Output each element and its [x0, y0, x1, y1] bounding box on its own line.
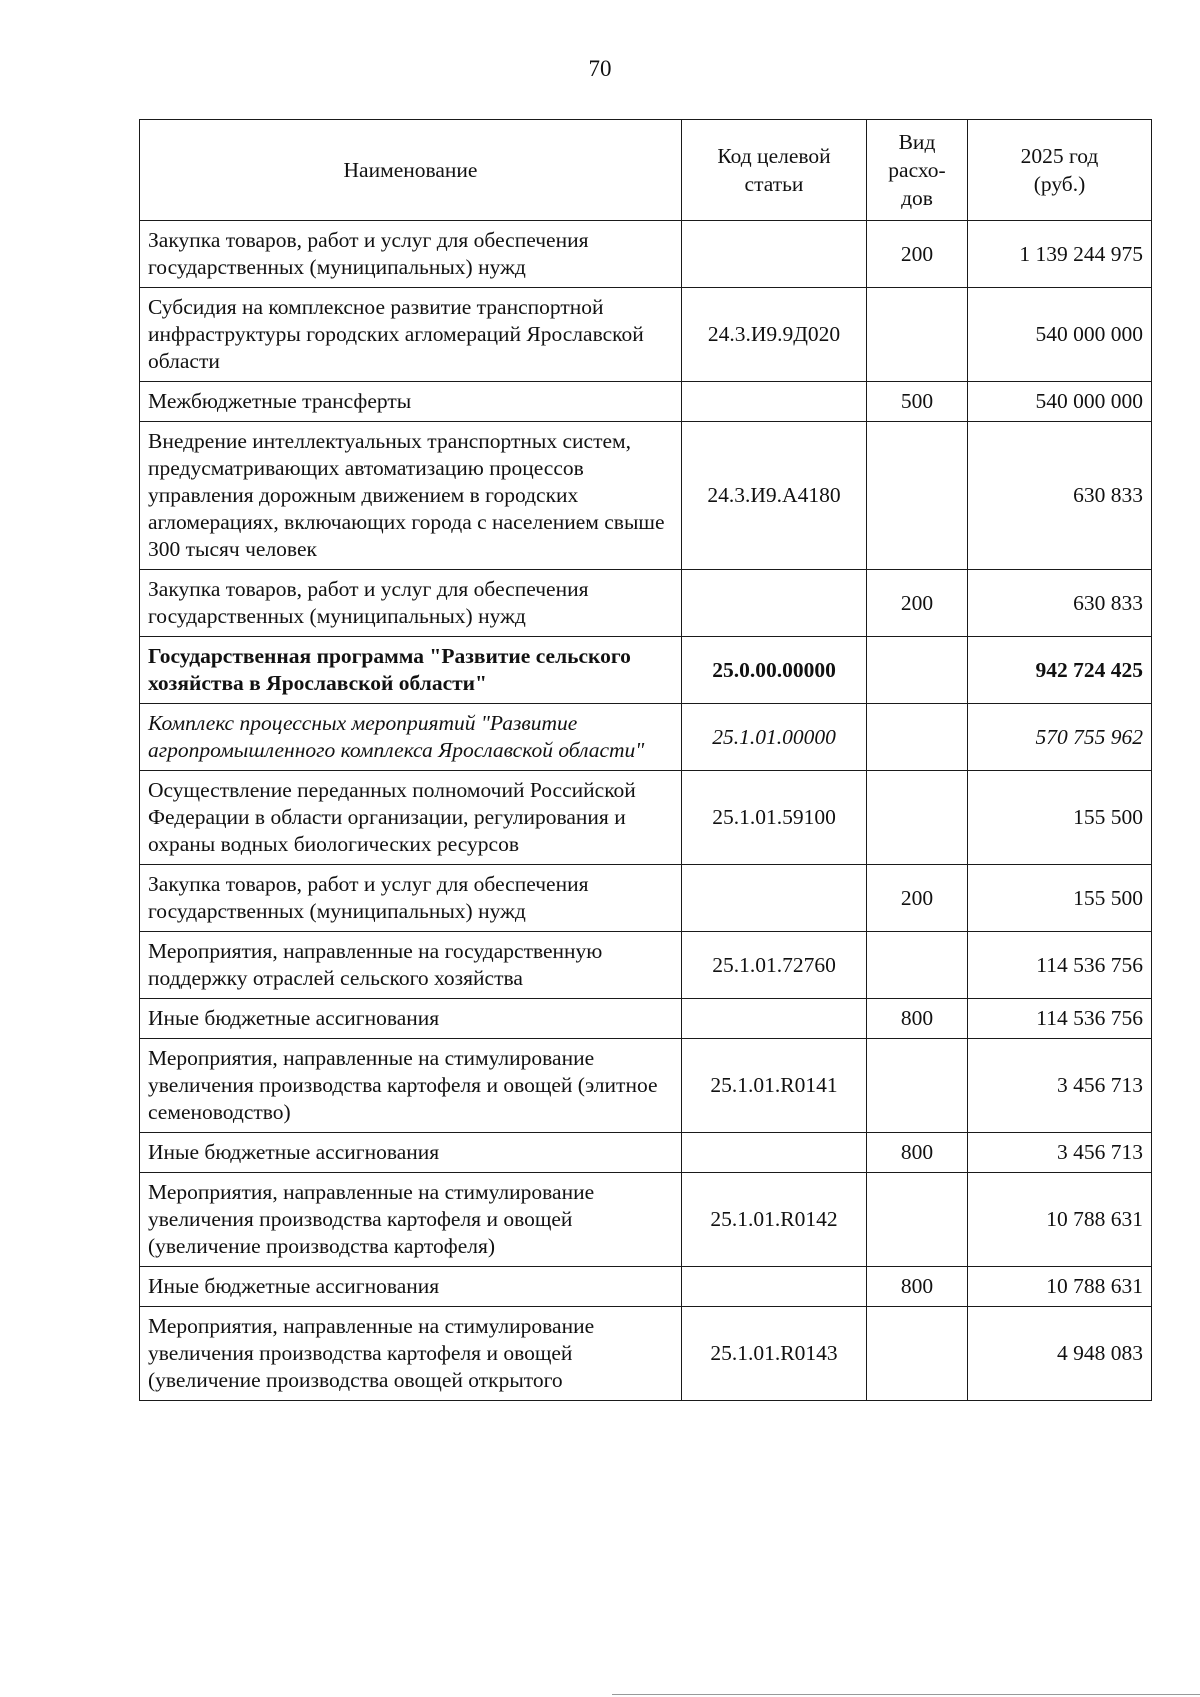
cell-code [682, 570, 867, 637]
cell-type [867, 932, 968, 999]
cell-sum: 3 456 713 [968, 1039, 1152, 1133]
table-row [140, 865, 1152, 932]
cell-code [682, 221, 867, 288]
cell-code: 25.1.01.72760 [682, 932, 867, 999]
cell-code: 24.3.И9.9Д020 [682, 288, 867, 382]
cell-name: Осуществление переданных полномочий Российской Федерации в области организации, регулирования и охраны водных биологических ресурсов [140, 771, 682, 865]
cell-name: Закупка товаров, работ и услуг для обеспечения государственных (муниципальных) нужд [140, 570, 682, 637]
cell-type: 800 [867, 999, 968, 1039]
table-row [140, 704, 1152, 771]
cell-type: 800 [867, 1267, 968, 1307]
cell-sum: 155 500 [968, 771, 1152, 865]
cell-type [867, 704, 968, 771]
cell-sum: 540 000 000 [968, 382, 1152, 422]
cell-type [867, 288, 968, 382]
header-type [867, 120, 968, 221]
cell-name: Мероприятия, направленные на стимулирование увеличения производства картофеля и овощей (увеличение производства картофеля) [140, 1173, 682, 1267]
cell-sum: 114 536 756 [968, 999, 1152, 1039]
cell-type [867, 1039, 968, 1133]
table-row [140, 288, 1152, 382]
cell-sum: 155 500 [968, 865, 1152, 932]
cell-type: 200 [867, 865, 968, 932]
cell-name: Мероприятия, направленные на государственную поддержку отраслей сельского хозяйства [140, 932, 682, 999]
table-row [140, 221, 1152, 288]
cell-sum: 4 948 083 [968, 1307, 1152, 1401]
cell-code: 24.3.И9.А4180 [682, 422, 867, 570]
table-row [140, 1039, 1152, 1133]
cell-type [867, 637, 968, 704]
table-row [140, 1307, 1152, 1401]
cell-name: Межбюджетные трансферты [140, 382, 682, 422]
cell-name: Субсидия на комплексное развитие транспортной инфраструктуры городских агломераций Ярославской области [140, 288, 682, 382]
table-header-row [140, 120, 1152, 221]
cell-code: 25.1.01.00000 [682, 704, 867, 771]
table-row [140, 422, 1152, 570]
cell-name: Мероприятия, направленные на стимулирование увеличения производства картофеля и овощей (элитное семеноводство) [140, 1039, 682, 1133]
cell-type [867, 1173, 968, 1267]
table-row [140, 1173, 1152, 1267]
cell-type [867, 422, 968, 570]
table-row [140, 1133, 1152, 1173]
cell-type: 200 [867, 221, 968, 288]
cell-sum: 540 000 000 [968, 288, 1152, 382]
table-body [140, 221, 1152, 1401]
cell-sum: 570 755 962 [968, 704, 1152, 771]
cell-type [867, 1307, 968, 1401]
cell-type: 800 [867, 1133, 968, 1173]
header-sum-label: 2025 год (руб.) [1020, 144, 1099, 196]
table-row [140, 382, 1152, 422]
cell-name: Иные бюджетные ассигнования [140, 1133, 682, 1173]
cell-sum: 10 788 631 [968, 1267, 1152, 1307]
header-code [682, 120, 867, 221]
cell-code [682, 1267, 867, 1307]
cell-name: Иные бюджетные ассигнования [140, 1267, 682, 1307]
table-row [140, 637, 1152, 704]
cell-code [682, 1133, 867, 1173]
cell-name: Комплекс процессных мероприятий "Развитие агропромышленного комплекса Ярославской области" [140, 704, 682, 771]
cell-sum: 10 788 631 [968, 1173, 1152, 1267]
table-row [140, 771, 1152, 865]
cell-name: Иные бюджетные ассигнования [140, 999, 682, 1039]
cell-code: 25.1.01.R0141 [682, 1039, 867, 1133]
cell-sum: 942 724 425 [968, 637, 1152, 704]
footer-line [612, 1694, 1200, 1695]
cell-code [682, 999, 867, 1039]
table-row [140, 932, 1152, 999]
cell-name: Мероприятия, направленные на стимулирование увеличения производства картофеля и овощей (увеличение производства овощей открытого [140, 1307, 682, 1401]
cell-code: 25.1.01.R0142 [682, 1173, 867, 1267]
cell-type: 500 [867, 382, 968, 422]
table-row [140, 999, 1152, 1039]
cell-code [682, 865, 867, 932]
cell-type [867, 771, 968, 865]
page-number: 70 [588, 56, 612, 81]
cell-sum: 630 833 [968, 422, 1152, 570]
cell-name: Закупка товаров, работ и услуг для обеспечения государственных (муниципальных) нужд [140, 221, 682, 288]
cell-name: Закупка товаров, работ и услуг для обеспечения государственных (муниципальных) нужд [140, 865, 682, 932]
header-type-label: Вид расхо-дов [888, 130, 946, 210]
cell-name: Внедрение интеллектуальных транспортных систем, предусматривающих автоматизацию процессов управления дорожным движением в городских агломерациях, включающих города с населением свыше 300 тысяч человек [140, 422, 682, 570]
cell-code: 25.1.01.59100 [682, 771, 867, 865]
cell-code: 25.0.00.00000 [682, 637, 867, 704]
budget-table [139, 119, 1152, 1401]
cell-name: Государственная программа "Развитие сельского хозяйства в Ярославской области" [140, 637, 682, 704]
cell-type: 200 [867, 570, 968, 637]
cell-code [682, 382, 867, 422]
table-row [140, 1267, 1152, 1307]
cell-code: 25.1.01.R0143 [682, 1307, 867, 1401]
table-row [140, 570, 1152, 637]
cell-sum: 630 833 [968, 570, 1152, 637]
cell-sum: 1 139 244 975 [968, 221, 1152, 288]
header-name: Наименование [140, 120, 682, 221]
cell-sum: 3 456 713 [968, 1133, 1152, 1173]
header-code-label: Код целевой статьи [717, 144, 831, 196]
cell-sum: 114 536 756 [968, 932, 1152, 999]
header-sum [968, 120, 1152, 221]
